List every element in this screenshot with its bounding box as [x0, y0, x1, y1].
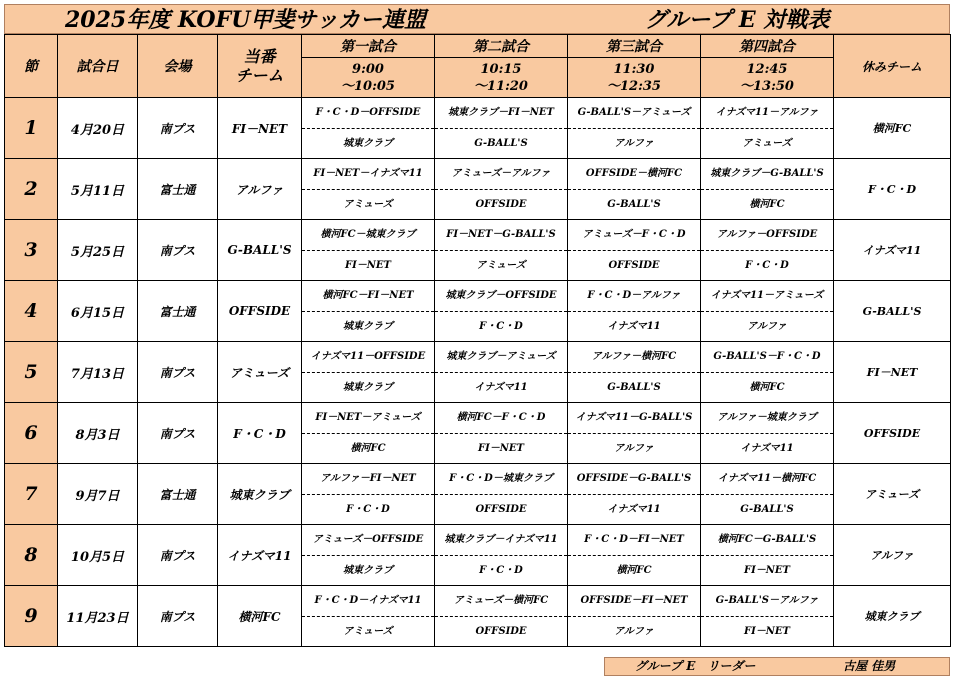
col-header-game-4: 第四試合 [701, 35, 834, 58]
table-row [5, 586, 951, 647]
table-row [5, 220, 951, 281]
referee-team: F・C・D [479, 565, 523, 576]
time-start: 11:30 [613, 61, 655, 77]
game-1-cell [302, 403, 435, 464]
matchup: 城東クラブ－イナズマ11 [435, 525, 567, 556]
game-4-cell [701, 342, 834, 403]
matchup: アミューズ－横河FC [435, 586, 567, 617]
section-number: 7 [5, 464, 58, 525]
venue-name: 富士通 [138, 159, 218, 220]
matchup: アミューズ－アルファ [435, 159, 567, 190]
matchup: F・C・D－イナズマ11 [302, 586, 434, 617]
matchup: F・C・D－FI－NET [568, 525, 700, 556]
section-number: 6 [5, 403, 58, 464]
col-header-date: 試合日 [58, 35, 138, 98]
schedule-table [4, 34, 951, 647]
match-date: 6月15日 [58, 281, 138, 342]
time-end: ～12:35 [607, 78, 661, 94]
venue-name: 富士通 [138, 281, 218, 342]
referee-team: FI－NET [744, 565, 790, 576]
referee-team: 城東クラブ [343, 382, 393, 393]
host-team: アルファ [218, 159, 302, 220]
matchup: 横河FC－城東クラブ [302, 220, 434, 251]
match-date: 7月13日 [58, 342, 138, 403]
referee-team: アミューズ [343, 199, 393, 210]
time-end: ～13:50 [740, 78, 794, 94]
matchup: F・C・D－城東クラブ [435, 464, 567, 495]
match-date: 8月3日 [58, 403, 138, 464]
matchup: F・C・D－アルファ [568, 281, 700, 312]
matchup: FI－NET－イナズマ11 [302, 159, 434, 190]
rest-team: アルファ [834, 525, 951, 586]
matchup: アミューズ－OFFSIDE [302, 525, 434, 556]
referee-team: OFFSIDE [475, 504, 527, 515]
section-number: 9 [5, 586, 58, 647]
matchup: イナズマ11－アミューズ [701, 281, 833, 312]
header-row-1 [5, 35, 951, 58]
game-1-cell [302, 98, 435, 159]
matchup: アルファ－OFFSIDE [701, 220, 833, 251]
referee-team: G-BALL'S [474, 138, 528, 149]
game-3-time [568, 58, 701, 98]
table-row [5, 525, 951, 586]
venue-name: 富士通 [138, 464, 218, 525]
table-row [5, 342, 951, 403]
match-date: 5月25日 [58, 220, 138, 281]
rest-team: G-BALL'S [834, 281, 951, 342]
table-row [5, 98, 951, 159]
game-3-cell [568, 220, 701, 281]
game-3-cell [568, 464, 701, 525]
referee-team: G-BALL'S [740, 504, 794, 515]
referee-team: 横河FC [749, 199, 785, 210]
game-3-cell [568, 98, 701, 159]
matchup: 横河FC－F・C・D [435, 403, 567, 434]
col-header-host [218, 35, 302, 98]
game-1-cell [302, 281, 435, 342]
game-2-cell [435, 403, 568, 464]
matchup: 横河FC－FI－NET [302, 281, 434, 312]
match-date: 11月23日 [58, 586, 138, 647]
match-date: 9月7日 [58, 464, 138, 525]
matchup: OFFSIDE－FI－NET [568, 586, 700, 617]
game-1-cell [302, 586, 435, 647]
referee-team: OFFSIDE [475, 199, 527, 210]
game-2-cell [435, 464, 568, 525]
match-date: 4月20日 [58, 98, 138, 159]
section-number: 1 [5, 98, 58, 159]
host-team: アミューズ [218, 342, 302, 403]
matchup: アルファ－横河FC [568, 342, 700, 373]
game-2-cell [435, 342, 568, 403]
referee-team: アルファ [614, 443, 654, 454]
group-leader-label: グループ E リーダー [635, 659, 756, 673]
rest-team: OFFSIDE [834, 403, 951, 464]
game-1-time [302, 58, 435, 98]
matchup: G-BALL'S－アルファ [701, 586, 833, 617]
time-start: 12:45 [746, 61, 788, 77]
time-start: 9:00 [352, 61, 384, 77]
game-3-cell [568, 586, 701, 647]
matchup: イナズマ11－G-BALL'S [568, 403, 700, 434]
rest-team: F・C・D [834, 159, 951, 220]
referee-team: アルファ [747, 321, 787, 332]
referee-team: OFFSIDE [608, 260, 660, 271]
referee-team: アミューズ [476, 260, 526, 271]
game-1-cell [302, 342, 435, 403]
venue-name: 南プス [138, 220, 218, 281]
referee-team: イナズマ11 [474, 382, 528, 393]
rest-team: イナズマ11 [834, 220, 951, 281]
venue-name: 南プス [138, 403, 218, 464]
matchup: OFFSIDE－横河FC [568, 159, 700, 190]
section-number: 8 [5, 525, 58, 586]
referee-team: F・C・D [346, 504, 390, 515]
matchup: OFFSIDE－G-BALL'S [568, 464, 700, 495]
game-4-cell [701, 281, 834, 342]
game-3-cell [568, 525, 701, 586]
game-2-cell [435, 220, 568, 281]
matchup: 城東クラブ－FI－NET [435, 98, 567, 129]
matchup: 城東クラブ－OFFSIDE [435, 281, 567, 312]
matchup: アミューズ－F・C・D [568, 220, 700, 251]
game-2-cell [435, 281, 568, 342]
referee-team: 横河FC [616, 565, 652, 576]
referee-team: 城東クラブ [343, 565, 393, 576]
matchup: アルファ－FI－NET [302, 464, 434, 495]
referee-team: イナズマ11 [607, 321, 661, 332]
game-4-cell [701, 464, 834, 525]
game-1-cell [302, 525, 435, 586]
col-header-host-line2: チーム [235, 66, 284, 85]
col-header-host-line1: 当番 [243, 47, 276, 66]
rest-team: 城東クラブ [834, 586, 951, 647]
leader-name: 古屋 佳男 [843, 659, 896, 673]
game-4-cell [701, 220, 834, 281]
game-1-cell [302, 220, 435, 281]
title-bar [4, 4, 950, 34]
time-end: ～10:05 [341, 78, 395, 94]
referee-team: F・C・D [479, 321, 523, 332]
referee-team: 城東クラブ [343, 138, 393, 149]
referee-team: アルファ [614, 138, 654, 149]
game-3-cell [568, 159, 701, 220]
referee-team: アルファ [614, 626, 654, 637]
section-number: 4 [5, 281, 58, 342]
footer-bar [604, 657, 950, 676]
match-date: 10月5日 [58, 525, 138, 586]
rest-team: FI－NET [834, 342, 951, 403]
time-end: ～11:20 [474, 78, 528, 94]
matchup: イナズマ11－アルファ [701, 98, 833, 129]
referee-team: G-BALL'S [607, 382, 661, 393]
matchup: イナズマ11－横河FC [701, 464, 833, 495]
referee-team: アミューズ [742, 138, 792, 149]
game-3-cell [568, 403, 701, 464]
section-number: 3 [5, 220, 58, 281]
referee-team: G-BALL'S [607, 199, 661, 210]
game-2-cell [435, 98, 568, 159]
table-row [5, 464, 951, 525]
page-title: 2025年度 KOFU甲斐サッカー連盟 [65, 7, 426, 33]
host-team: 城東クラブ [218, 464, 302, 525]
matchup: G-BALL'S－F・C・D [701, 342, 833, 373]
col-header-venue: 会場 [138, 35, 218, 98]
matchup: イナズマ11－OFFSIDE [302, 342, 434, 373]
game-4-cell [701, 98, 834, 159]
game-2-cell [435, 159, 568, 220]
rest-team: 横河FC [834, 98, 951, 159]
matchup: FI－NET－G-BALL'S [435, 220, 567, 251]
matchup: FI－NET－アミューズ [302, 403, 434, 434]
referee-team: 横河FC [749, 382, 785, 393]
col-header-section: 節 [5, 35, 58, 98]
game-4-cell [701, 586, 834, 647]
group-title: グループ E 対戦表 [645, 7, 830, 33]
host-team: FI－NET [218, 98, 302, 159]
game-2-cell [435, 525, 568, 586]
matchup: 城東クラブ－アミューズ [435, 342, 567, 373]
venue-name: 南プス [138, 525, 218, 586]
referee-team: FI－NET [744, 626, 790, 637]
game-4-cell [701, 159, 834, 220]
table-row [5, 403, 951, 464]
matchup: G-BALL'S－アミューズ [568, 98, 700, 129]
matchup: 城東クラブ－G-BALL'S [701, 159, 833, 190]
venue-name: 南プス [138, 586, 218, 647]
referee-team: 城東クラブ [343, 321, 393, 332]
matchup: アルファ－城東クラブ [701, 403, 833, 434]
matchup: 横河FC－G-BALL'S [701, 525, 833, 556]
section-number: 5 [5, 342, 58, 403]
table-row [5, 159, 951, 220]
col-header-game-2: 第二試合 [435, 35, 568, 58]
referee-team: イナズマ11 [740, 443, 794, 454]
game-3-cell [568, 281, 701, 342]
game-1-cell [302, 464, 435, 525]
referee-team: 横河FC [350, 443, 386, 454]
host-team: イナズマ11 [218, 525, 302, 586]
referee-team: F・C・D [745, 260, 789, 271]
host-team: F・C・D [218, 403, 302, 464]
game-3-cell [568, 342, 701, 403]
venue-name: 南プス [138, 342, 218, 403]
col-header-game-1: 第一試合 [302, 35, 435, 58]
referee-team: イナズマ11 [607, 504, 661, 515]
game-4-cell [701, 525, 834, 586]
host-team: 横河FC [218, 586, 302, 647]
referee-team: FI－NET [478, 443, 524, 454]
referee-team: FI－NET [345, 260, 391, 271]
time-start: 10:15 [480, 61, 522, 77]
referee-team: OFFSIDE [475, 626, 527, 637]
col-header-rest: 休みチーム [834, 35, 951, 98]
matchup: F・C・D－OFFSIDE [302, 98, 434, 129]
schedule-body [5, 98, 951, 647]
table-row [5, 281, 951, 342]
game-4-time [701, 58, 834, 98]
match-date: 5月11日 [58, 159, 138, 220]
host-team: OFFSIDE [218, 281, 302, 342]
game-2-time [435, 58, 568, 98]
rest-team: アミューズ [834, 464, 951, 525]
game-1-cell [302, 159, 435, 220]
venue-name: 南プス [138, 98, 218, 159]
referee-team: アミューズ [343, 626, 393, 637]
game-4-cell [701, 403, 834, 464]
section-number: 2 [5, 159, 58, 220]
game-2-cell [435, 586, 568, 647]
col-header-game-3: 第三試合 [568, 35, 701, 58]
host-team: G-BALL'S [218, 220, 302, 281]
